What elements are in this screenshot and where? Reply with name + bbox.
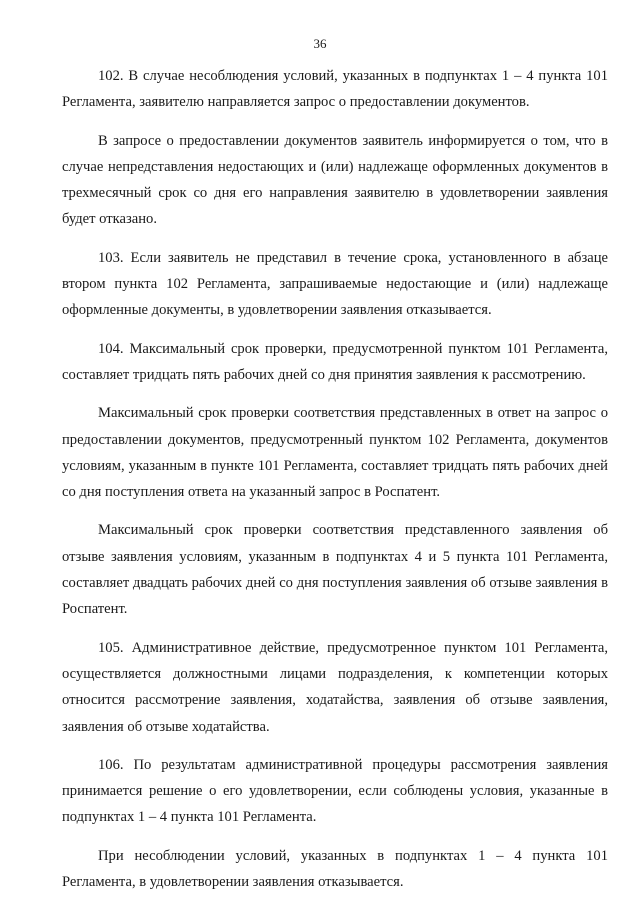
paragraph-106: 106. По результатам административной процедуры рассмотрения заявления принимается решение о его удовлетворении, если соблюдены условия, указанные в подпунктах 1 – 4 пункта 101 Регламента. bbox=[62, 756, 608, 826]
page-number: 36 bbox=[313, 36, 327, 51]
paragraph-103: 103. Если заявитель не представил в течение срока, установленного в абзаце втором пункта 102 Регламента, запрашиваемые недостающие и (или) надлежаще оформленные документы, в удовлетворении заявления отказывается. bbox=[62, 249, 608, 319]
document-body bbox=[62, 63, 608, 895]
paragraph-102: 102. В случае несоблюдения условий, указанных в подпунктах 1 – 4 пункта 101 Регламента, заявителю направляется запрос о предоставлении документов. bbox=[62, 68, 608, 111]
paragraph-refusal: При несоблюдении условий, указанных в подпунктах 1 – 4 пункта 101 Регламента, в удовлетворении заявления отказывается. bbox=[62, 847, 608, 891]
paragraph-max-term-withdrawal: Максимальный срок проверки соответствия представленного заявления об отзыве заявления условиям, указанным в подпунктах 4 и 5 пункта 101 Регламента, составляет двадцать рабочих дней со дня поступления заявления об отзыве заявления в Роспатент. bbox=[62, 522, 608, 618]
paragraph-request-info: В запросе о предоставлении документов заявитель информируется о том, что в случае непредставления недостающих и (или) надлежаще оформленных документов в трехмесячный срок со дня его направления заявителю в удовлетворении заявления будет отказано. bbox=[62, 132, 608, 228]
paragraph-104: 104. Максимальный срок проверки, предусмотренной пунктом 101 Регламента, составляет тридцать пять рабочих дней со дня принятия заявления к рассмотрению. bbox=[62, 340, 608, 383]
paragraph-max-term-response: Максимальный срок проверки соответствия представленных в ответ на запрос о предоставлении документов, предусмотренный пунктом 102 Регламента, документов условиям, указанным в пункте 101 Регламента, составляет тридцать пять рабочих дней со дня поступления ответа на указанный запрос в Роспатент. bbox=[62, 405, 608, 501]
paragraph-105: 105. Административное действие, предусмотренное пунктом 101 Регламента, осуществляется должностными лицами подразделения, к компетенции которых относится рассмотрение заявления, ходатайства, заявления об отзыве заявления, заявления об отзыве ходатайства. bbox=[62, 639, 608, 735]
